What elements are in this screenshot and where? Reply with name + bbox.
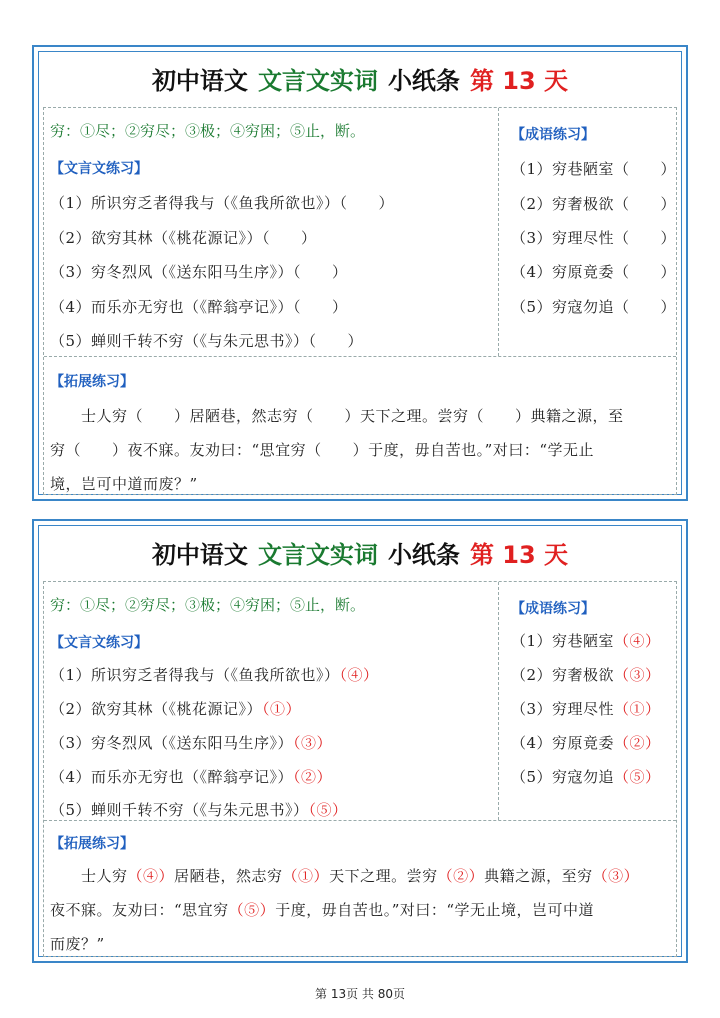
answer: （④） bbox=[339, 666, 379, 684]
question-item: （3）穷冬烈风（《送东阳马生序》）（③） bbox=[50, 734, 333, 752]
extension-exercise bbox=[44, 356, 676, 494]
section-heading: 【文言文练习】 bbox=[50, 635, 148, 651]
classical-exercise bbox=[44, 108, 499, 356]
answer: （④） bbox=[614, 632, 661, 650]
classical-exercise bbox=[44, 582, 499, 820]
passage-line: 穷（ ）夜不寐。友劝曰：“思宜穷（ ）于度，毋自苦也。”对曰：“学无止 bbox=[50, 441, 595, 459]
question-item: （4）而乐亦无穷也（《醉翁亭记》）（ ） bbox=[50, 298, 348, 316]
page-number: 第 13页 共 80页 bbox=[315, 987, 405, 1001]
idiom-item: （5）穷寇勿追（ ） bbox=[511, 298, 677, 316]
section-heading: 【成语练习】 bbox=[511, 601, 595, 617]
worksheet-card-blank bbox=[32, 45, 688, 501]
answer: （②） bbox=[293, 768, 333, 786]
passage-line: 士人穷（④）居陋巷，然志穷（①）天下之理。尝穷（②）典籍之源，至穷（③） bbox=[50, 867, 640, 885]
answer: （③） bbox=[293, 734, 333, 752]
content-box bbox=[43, 581, 677, 957]
answer: （⑤） bbox=[614, 768, 661, 786]
section-heading: 【成语练习】 bbox=[511, 127, 595, 143]
idiom-item: （1）穷巷陋室（ ） bbox=[511, 160, 677, 178]
section-heading: 【文言文练习】 bbox=[50, 161, 148, 177]
question-item: （5）蝉则千转不穷（《与朱元思书》）（⑤） bbox=[50, 801, 348, 819]
idiom-item: （5）穷寇勿追（⑤） bbox=[511, 768, 661, 786]
question-item: （5）蝉则千转不穷（《与朱元思书》）（ ） bbox=[50, 332, 364, 350]
definition: 穷：①尽；②穷尽；③极；④穷困；⑤止，断。 bbox=[50, 596, 366, 614]
passage-line: 士人穷（ ）居陋巷，然志穷（ ）天下之理。尝穷（ ）典籍之源，至 bbox=[50, 407, 624, 425]
answer: （③） bbox=[614, 666, 661, 684]
idiom-exercise bbox=[499, 108, 676, 356]
question-item: （4）而乐亦无穷也（《醉翁亭记》）（②） bbox=[50, 768, 333, 786]
content-box bbox=[43, 107, 677, 495]
definition: 穷：①尽；②穷尽；③极；④穷困；⑤止，断。 bbox=[50, 122, 366, 140]
passage-line: 夜不寐。友劝曰：“思宜穷（⑤）于度，毋自苦也。”对曰：“学无止境，岂可中道 bbox=[50, 901, 595, 919]
answer: （①） bbox=[614, 700, 661, 718]
question-item: （2）欲穷其林（《桃花源记》）（①） bbox=[50, 700, 302, 718]
section-heading: 【拓展练习】 bbox=[50, 836, 134, 852]
idiom-item: （2）穷奢极欲（ ） bbox=[511, 195, 677, 213]
page-title: 初中语文 文言文实词 小纸条 第 13 天 bbox=[151, 541, 569, 569]
idiom-exercise bbox=[499, 582, 676, 820]
idiom-item: （4）穷原竟委（ ） bbox=[511, 263, 677, 281]
question-item: （3）穷冬烈风（《送东阳马生序》）（ ） bbox=[50, 263, 348, 281]
answer: （①） bbox=[262, 700, 302, 718]
question-item: （1）所识穷乏者得我与（《鱼我所欲也》）（ ） bbox=[50, 194, 395, 212]
answer: （⑤） bbox=[308, 801, 348, 819]
idiom-item: （3）穷理尽性（①） bbox=[511, 700, 661, 718]
passage-line: 境，岂可中道而废？” bbox=[50, 475, 198, 493]
worksheet-card-answers bbox=[32, 519, 688, 963]
answer: （②） bbox=[614, 734, 661, 752]
idiom-item: （1）穷巷陋室（④） bbox=[511, 632, 661, 650]
section-heading: 【拓展练习】 bbox=[50, 374, 134, 390]
idiom-item: （4）穷原竟委（②） bbox=[511, 734, 661, 752]
idiom-item: （3）穷理尽性（ ） bbox=[511, 229, 677, 247]
page-title: 初中语文 文言文实词 小纸条 第 13 天 bbox=[151, 67, 569, 95]
extension-exercise bbox=[44, 820, 676, 956]
idiom-item: （2）穷奢极欲（③） bbox=[511, 666, 661, 684]
question-item: （2）欲穷其林（《桃花源记》）（ ） bbox=[50, 229, 317, 247]
question-item: （1）所识穷乏者得我与（《鱼我所欲也》）（④） bbox=[50, 666, 379, 684]
passage-line: 而废？” bbox=[50, 935, 105, 953]
